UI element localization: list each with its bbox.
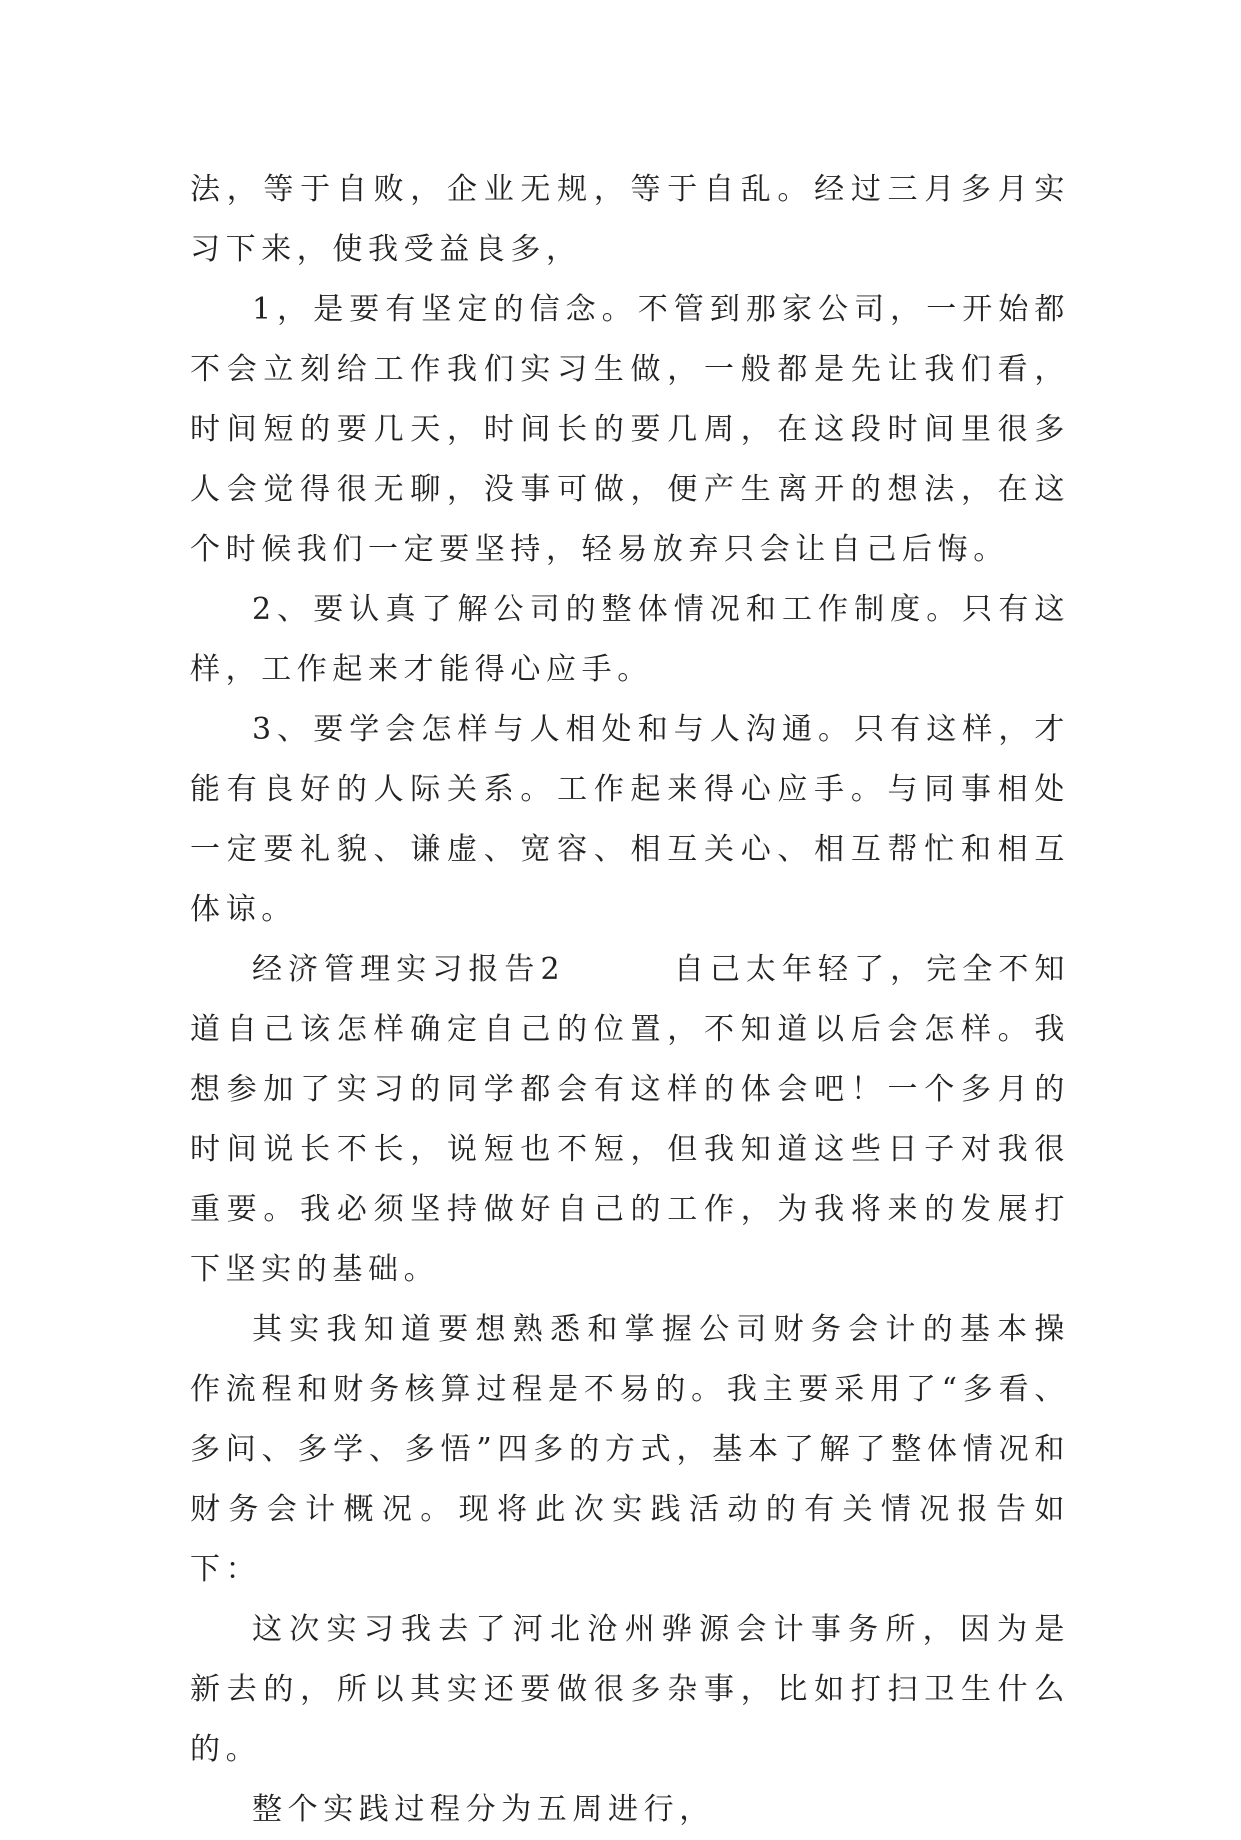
- document-body: [190, 160, 1070, 1840]
- paragraph-point-2: 2、要认真了解公司的整体情况和工作制度。只有这样，工作起来才能得心应手。: [190, 592, 1070, 687]
- paragraph-intro: 法，等于自败，企业无规，等于自乱。经过三月多月实习下来，使我受益良多，: [190, 172, 1070, 267]
- paragraph-point-1: 1，是要有坚定的信念。不管到那家公司，一开始都不会立刻给工作我们实习生做，一般都是先让我们看，时间短的要几天，时间长的要几周，在这段时间里很多人会觉得很无聊，没事可做，便产生离开的想法，在这个时候我们一定要坚持，轻易放弃只会让自己后悔。: [190, 292, 1070, 567]
- paragraph-method: 其实我知道要想熟悉和掌握公司财务会计的基本操作流程和财务核算过程是不易的。我主要采用了“多看、多问、多学、多悟”四多的方式，基本了解了整体情况和财务会计概况。现将此次实践活动的有关情况报告如下：: [190, 1312, 1070, 1587]
- paragraph-report-2: 经济管理实习报告2 自己太年轻了，完全不知道自己该怎样确定自己的位置，不知道以后会怎样。我想参加了实习的同学都会有这样的体会吧！一个多月的时间说长不长，说短也不短，但我知道这些日子对我很重要。我必须坚持做好自己的工作，为我将来的发展打下坚实的基础。: [190, 952, 1070, 1287]
- paragraph-point-3: 3、要学会怎样与人相处和与人沟通。只有这样，才能有良好的人际关系。工作起来得心应手。与同事相处一定要礼貌、谦虚、宽容、相互关心、相互帮忙和相互体谅。: [190, 712, 1070, 927]
- paragraph-internship-location: 这次实习我去了河北沧州骅源会计事务所，因为是新去的，所以其实还要做很多杂事，比如打扫卫生什么的。: [190, 1612, 1070, 1767]
- paragraph-schedule: 整个实践过程分为五周进行，: [252, 1792, 715, 1827]
